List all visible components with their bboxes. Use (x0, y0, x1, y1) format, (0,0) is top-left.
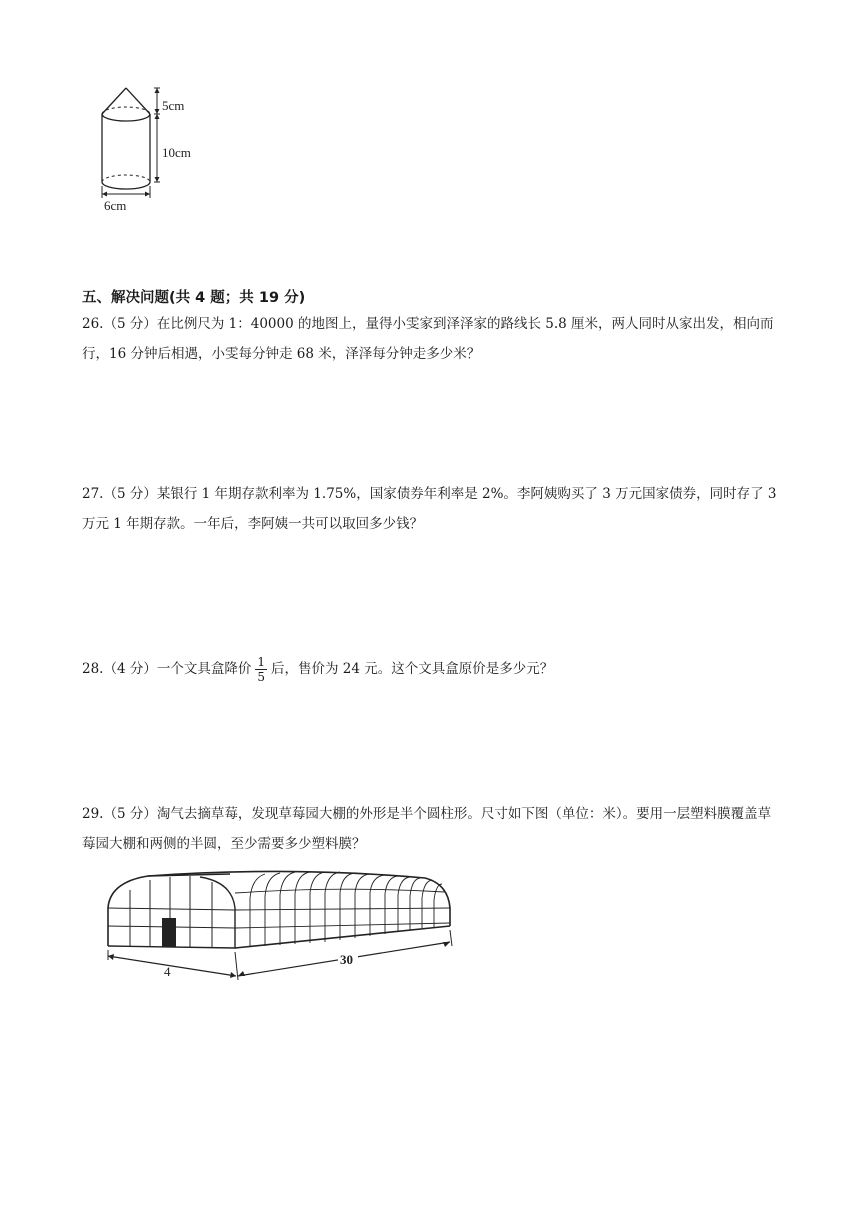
question-29 (82, 799, 782, 859)
cylinder-cone-figure (90, 82, 220, 217)
diameter-label: 6cm (104, 198, 127, 213)
question-text: 29.（5 分）淘气去摘草莓，发现草莓园大棚的外形是半个圆柱形。尺寸如下图（单位：米）。要用一层塑料膜覆盖草莓园大棚和两侧的半圆，至少需要多少塑料膜？ (82, 806, 772, 852)
fraction-denominator: 5 (257, 670, 265, 684)
cone-height-label: 5cm (162, 98, 185, 113)
question-28 (82, 654, 782, 684)
cylinder-height-label: 10cm (162, 145, 191, 160)
fraction-numerator: 1 (257, 655, 265, 669)
length-label: 30 (340, 952, 353, 967)
fraction (255, 655, 267, 684)
question-text-after: 后，售价为 24 元。这个文具盒原价是多少元？ (271, 661, 554, 677)
question-text: 27.（5 分）某银行 1 年期存款利率为 1.75%，国家债券年利率是 2%。李阿姨购买了 3 万元国家债券，同时存了 3 万元 1 年期存款。一年后，李阿姨一共可以取回多少钱？ (82, 486, 777, 532)
question-26 (82, 309, 782, 369)
section-title: 五、解决问题(共 4 题；共 19 分) (82, 290, 306, 306)
question-27 (82, 479, 782, 539)
question-text-before: 28.（4 分）一个文具盒降价 (82, 661, 252, 677)
question-text: 26.（5 分）在比例尺为 1：40000 的地图上，量得小雯家到泽泽家的路线长 5.8 厘米，两人同时从家出发，相向而行，16 分钟后相遇，小雯每分钟走 68 米，泽泽每分钟走多少米？ (82, 316, 774, 362)
greenhouse-figure (100, 868, 460, 988)
width-label: 4 (164, 964, 171, 979)
